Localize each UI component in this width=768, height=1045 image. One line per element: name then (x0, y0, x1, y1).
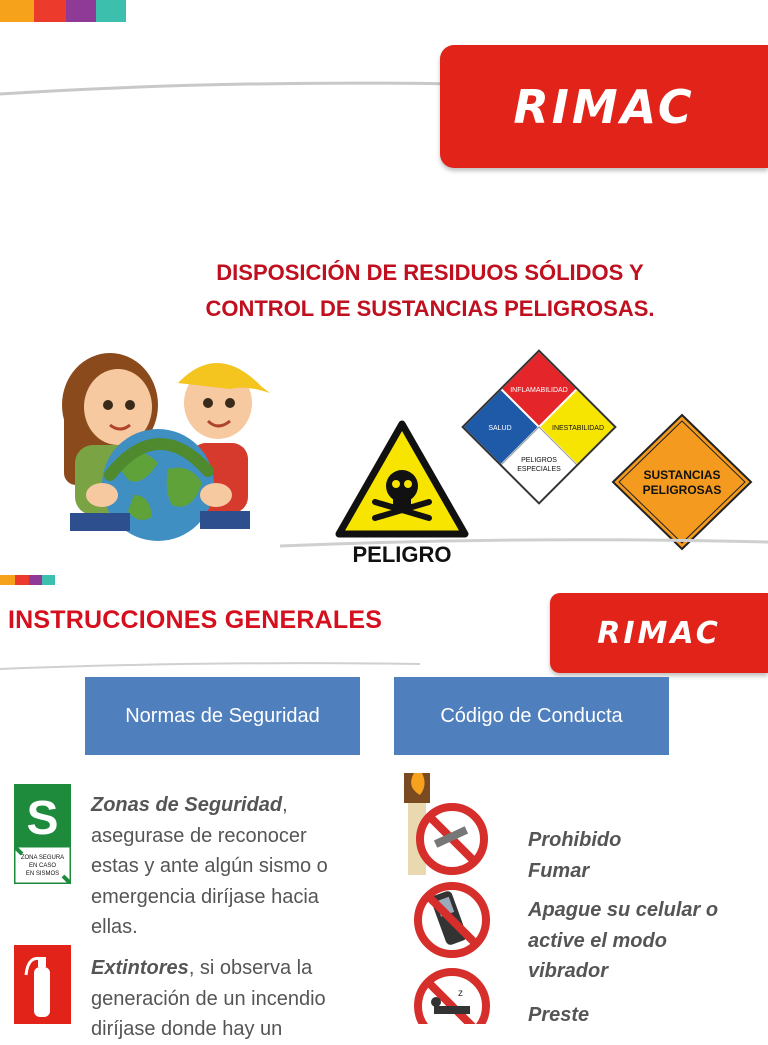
code-of-conduct-button[interactable]: Código de Conducta (394, 677, 669, 755)
safety-rules-button[interactable]: Normas de Seguridad (85, 677, 360, 755)
safety-zone-caption-1: ZONA SEGURA (20, 855, 65, 861)
attention-rule (528, 1000, 758, 1031)
section-title: INSTRUCCIONES GENERALES (8, 606, 383, 634)
nfpa-special-label-1: PELIGROS (521, 457, 557, 464)
danger-label: PELIGRO (352, 542, 452, 567)
safety-zones-line4: emergencia diríjase hacia (91, 885, 319, 908)
safety-zone-icon (14, 784, 71, 884)
cover-title-period: . (648, 296, 655, 321)
hazardous-substances-sign (610, 412, 755, 552)
safety-zone-caption-2: EN CASO (28, 863, 57, 869)
safety-zones-comma: , (282, 794, 288, 816)
phone-rule-line3: vibrador (528, 960, 609, 982)
hazard-sign-line1: SUSTANCIAS (643, 468, 721, 482)
no-smoking-line2: Fumar (528, 859, 590, 882)
no-phone-icon (412, 880, 492, 960)
nfpa-special-label-2: ESPECIALES (517, 466, 561, 473)
footer-swoosh (280, 532, 768, 552)
hazard-sign-line2: PELIGROSAS (642, 483, 722, 497)
extinguishers-text (91, 953, 381, 1045)
fire-extinguisher-icon (14, 945, 71, 1024)
rimac-logo: RIMAC (440, 45, 768, 168)
extinguishers-rest: , si observa la (188, 957, 313, 979)
no-sleeping-icon (412, 966, 492, 1024)
attention-rule-line1: Preste (528, 1004, 590, 1026)
safety-zones-line2: asegurase de reconocer (91, 824, 307, 847)
cover-title-line2: CONTROL DE SUSTANCIAS PELIGROSAS (205, 296, 649, 321)
header-swoosh (0, 78, 460, 98)
no-smoking-line1: Prohibido (528, 829, 622, 851)
phone-rule (528, 895, 758, 987)
no-smoking-icon (398, 773, 490, 881)
nfpa-instability-label: INESTABILIDAD (552, 425, 604, 432)
kids-globe-illustration (40, 345, 275, 545)
nfpa-health-label: SALUD (488, 425, 512, 432)
color-strip (0, 0, 126, 22)
safety-zones-line5: ellas. (91, 916, 138, 938)
cover-title (150, 255, 710, 327)
rimac-logo-2: RIMAC (550, 593, 768, 673)
safety-zones-text (91, 790, 381, 943)
nfpa-flammability-label: INFLAMABILIDAD (510, 387, 568, 394)
safety-zone-letter: S (26, 792, 59, 845)
nfpa-diamond (460, 348, 618, 506)
phone-rule-line1: Apague su celular o (528, 899, 719, 921)
extinguishers-term: Extintores (91, 957, 189, 979)
safety-zones-line3: estas y ante algún sismo o (91, 855, 328, 877)
extinguishers-line3: diríjase donde hay un (91, 1018, 283, 1040)
svg-text:z: z (458, 988, 463, 999)
no-smoking-rule (528, 825, 758, 886)
phone-rule-line2: active el modo (528, 929, 667, 952)
color-strip-2 (0, 575, 55, 585)
cover-title-line1: DISPOSICIÓN DE RESIDUOS SÓLIDOS Y (216, 260, 644, 285)
extinguishers-line2: generación de un incendio (91, 987, 326, 1010)
title-swoosh (0, 659, 420, 673)
safety-zones-term: Zonas de Seguridad (91, 794, 283, 816)
safety-zone-caption-3: EN SISMOS (25, 871, 60, 877)
